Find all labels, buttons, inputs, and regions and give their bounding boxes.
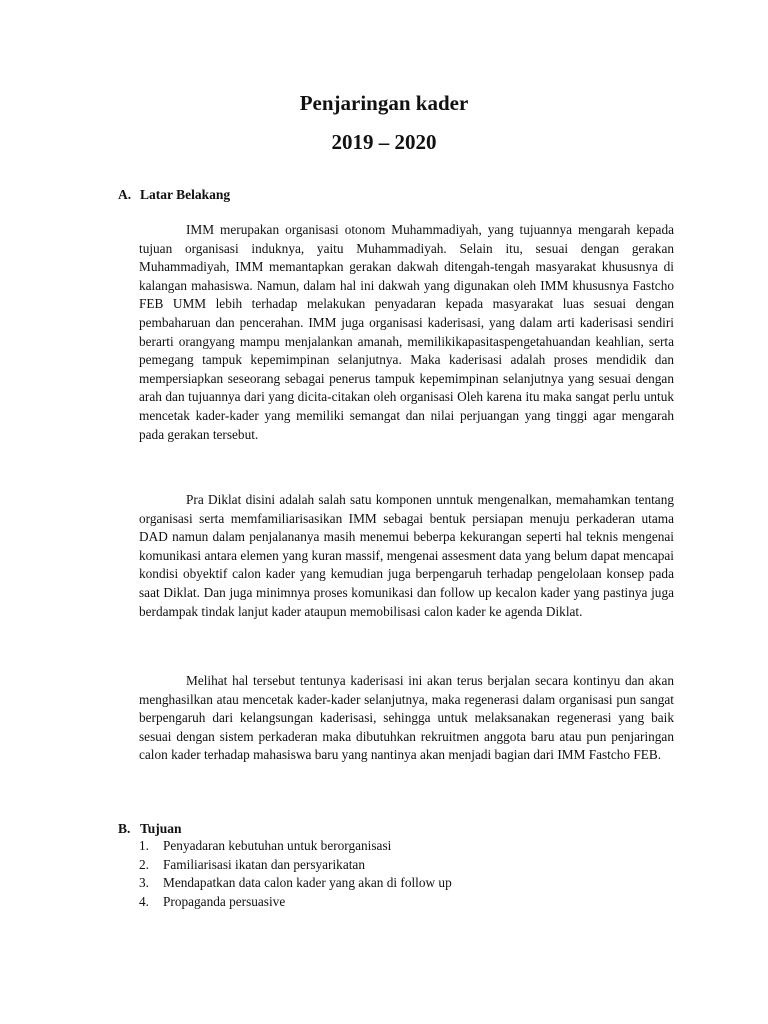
section-heading-tujuan <box>118 820 182 838</box>
document-period: 2019 – 2020 <box>331 130 437 154</box>
list-item <box>139 856 452 875</box>
list-number: 4. <box>139 893 149 909</box>
list-text: Familiarisasi ikatan dan persyarikatan <box>163 856 365 872</box>
document-title: Penjaringan kader <box>299 91 469 115</box>
paragraph: IMM merupakan organisasi otonom Muhammadiyah, yang tujuannya mengarah kepada tujuan organisasi induknya, yaitu Muhammadiyah. Selain itu, sesuai dengan gerakan Muhammadiyah, IMM memantapkan gerakan dakwah ditengah-tengah masyarakat khususnya di kalangan mahasiswa. Namun, dalam hal ini dakwah yang digunakan oleh IMM khususnya Fastcho FEB UMM lebih terhadap melakukan penyadaran kepada masyarakat luas sesuai dengan pembaharuan dan pencerahan. IMM juga organisasi kaderisasi, yang dalam arti kaderisasi sendiri berarti orangyang mampu menjalankan amanah, memilikikapasitaspengetahuandan keahlian, serta pemegang tampuk kepemimpinan selanjutnya. Maka kaderisasi adalah proses mendidik dan mempersiapkan seseorang sebagai penerus tampuk kepemimpinan selanjutnya yang sesuai dengan arah dan tujuannya dari yang dicita-citakan oleh organisasi Oleh karena itu maka sangat perlu untuk mencetak kader-kader yang memiliki semangat dan nilai perjuangan yang tinggi agar mengarah pada gerakan tersebut. <box>139 222 674 442</box>
list-text: Propaganda persuasive <box>163 893 286 909</box>
section-letter: B. <box>118 821 131 836</box>
list-text: Mendapatkan data calon kader yang akan di follow up <box>163 875 452 891</box>
list-item <box>139 874 452 893</box>
list-number: 2. <box>139 856 149 872</box>
paragraph: Pra Diklat disini adalah salah satu komponen unntuk mengenalkan, memahamkan tentang organisasi serta memfamiliarisasikan IMM sebagai bentuk persiapan menuju perkaderan utama DAD namun dalam penjalananya masih menemui beberpa kekurangan seperti hal teknis mengenai komunikasi antara elemen yang kuran massif, mengenai assesment data yang belum dapat mencapai kondisi obyektif calon kader yang kemudian juga berpengaruh terhadap pengelolaan konsep pada saat Diklat. Dan juga minimnya proses komunikasi dan follow up kecalon kader yang pastinya juga berdampak tindak lanjut kader ataupun memobilisasi calon kader ke agenda Diklat. <box>139 492 674 619</box>
list-item <box>139 837 452 856</box>
paragraph: Melihat hal tersebut tentunya kaderisasi ini akan terus berjalan secara kontinyu dan akan menghasilkan atau mencetak kader-kader selanjutnya, maka regenerasi dalam organisasi pun sangat berpengaruh dari kelangsungan kaderisasi, sehingga untuk melaksanakan regenerasi yang baik sesuai dengan sistem perkaderan maka dibutuhkan rekruitmen anggota baru atau pun penjaringan calon kader terhadap mahasiswa baru yang nantinya akan menjadi bagian dari IMM Fastcho FEB. <box>139 673 674 763</box>
list-item <box>139 893 452 912</box>
section-title: Latar Belakang <box>140 187 231 202</box>
list-number: 3. <box>139 875 149 891</box>
list-text: Penyadaran kebutuhan untuk berorganisasi <box>163 838 392 853</box>
objectives-list <box>139 837 452 911</box>
list-number: 1. <box>139 838 149 853</box>
section-title: Tujuan <box>140 821 182 836</box>
section-letter: A. <box>118 187 132 202</box>
section-heading-latar-belakang <box>118 186 230 204</box>
